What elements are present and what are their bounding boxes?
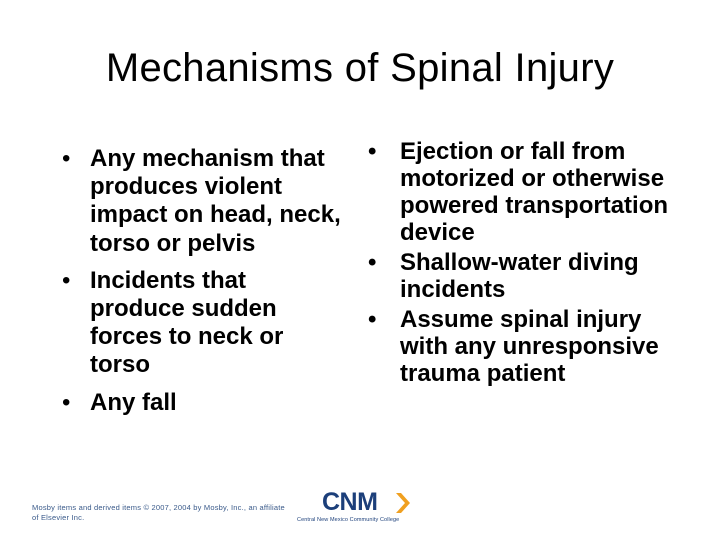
list-item	[365, 249, 695, 303]
right-bullet-list	[365, 138, 695, 390]
left-bullet-list	[60, 145, 345, 426]
bullet-icon: •	[62, 145, 71, 172]
bullet-text: Any fall	[90, 388, 177, 416]
list-item	[365, 306, 695, 387]
bullet-text: Incidents that produce sudden forces to neck or torso	[90, 266, 284, 379]
list-item	[60, 145, 345, 258]
slide-title: Mechanisms of Spinal Injury	[105, 46, 615, 90]
list-item	[60, 267, 345, 380]
bullet-text: Assume spinal injury with any unresponsive trauma patient	[400, 306, 659, 387]
bullet-icon: •	[62, 266, 71, 294]
list-item	[365, 138, 695, 246]
bullet-text: Ejection or fall from motorized or otherwise powered transportation device	[400, 138, 669, 246]
bullet-text: Any mechanism that produces violent impact on head, neck, torso or pelvis	[90, 145, 341, 257]
bullet-text: Shallow-water diving incidents	[400, 249, 639, 303]
bullet-icon: •	[62, 388, 71, 416]
copyright-notice: Mosby items and derived items © 2007, 2004 by Mosby, Inc., an affiliate of Elsevier Inc.	[32, 503, 285, 522]
bullet-icon: •	[368, 306, 377, 333]
logo-subtitle: Central New Mexico Community College	[297, 517, 400, 523]
bullet-icon: •	[368, 138, 377, 165]
bullet-icon: •	[368, 249, 377, 276]
list-item	[60, 389, 345, 417]
logo-wordmark: CNM	[322, 488, 378, 516]
cnm-logo	[292, 489, 432, 529]
